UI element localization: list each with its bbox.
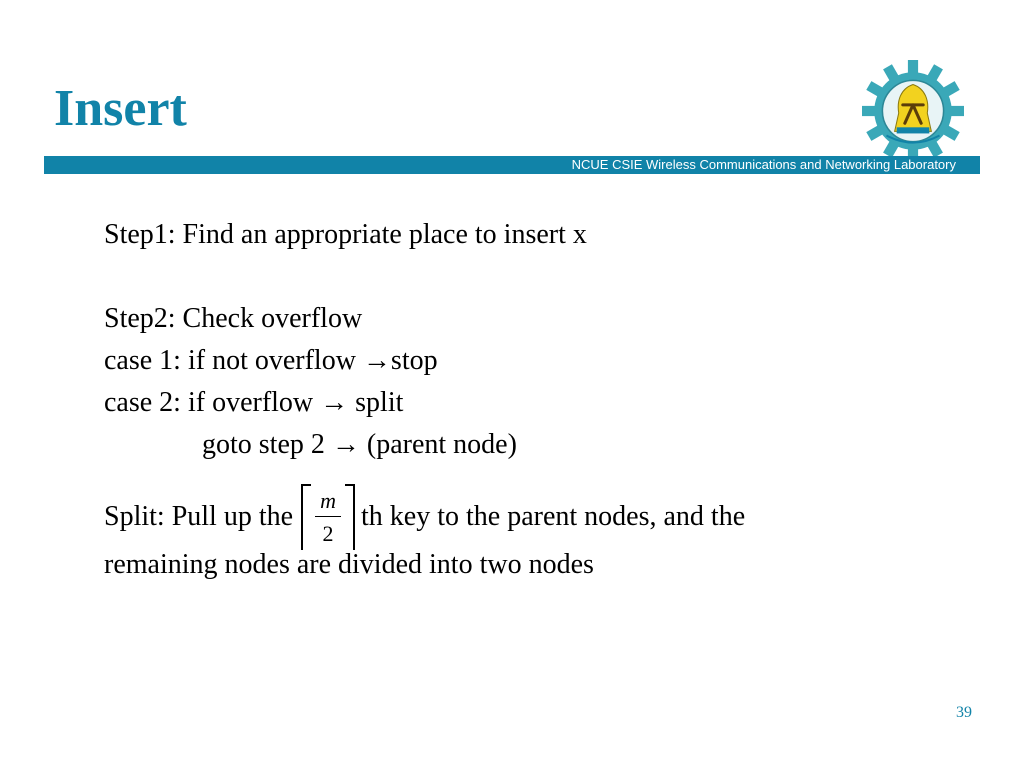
step2-text: Step2: Check overflow	[104, 303, 363, 334]
university-seal-gear-icon	[862, 60, 964, 162]
fraction-denominator: 2	[322, 521, 334, 546]
page-number: 39	[956, 704, 972, 721]
split-text-before: Split: Pull up the	[104, 501, 294, 532]
split-text-after: th key to the parent nodes, and the	[361, 501, 746, 532]
goto-text: goto step 2 → (parent node)	[202, 429, 517, 460]
ceiling-fraction	[301, 484, 355, 550]
case1-text: case 1: if not overflow →stop	[104, 345, 438, 376]
slide-body	[104, 214, 984, 586]
case2-text: case 2: if overflow → split	[104, 387, 404, 418]
slide-title: Insert	[54, 80, 187, 137]
lab-name: NCUE CSIE Wireless Communications and Networking Laboratory	[571, 157, 956, 172]
split-line	[104, 484, 984, 544]
spacer	[104, 256, 984, 298]
split-line2-text: remaining nodes are divided into two nodes	[104, 549, 594, 580]
step1-text: Step1: Find an appropriate place to insert x	[104, 219, 587, 250]
fraction-numerator: m	[320, 488, 336, 513]
header-bar	[44, 156, 980, 174]
